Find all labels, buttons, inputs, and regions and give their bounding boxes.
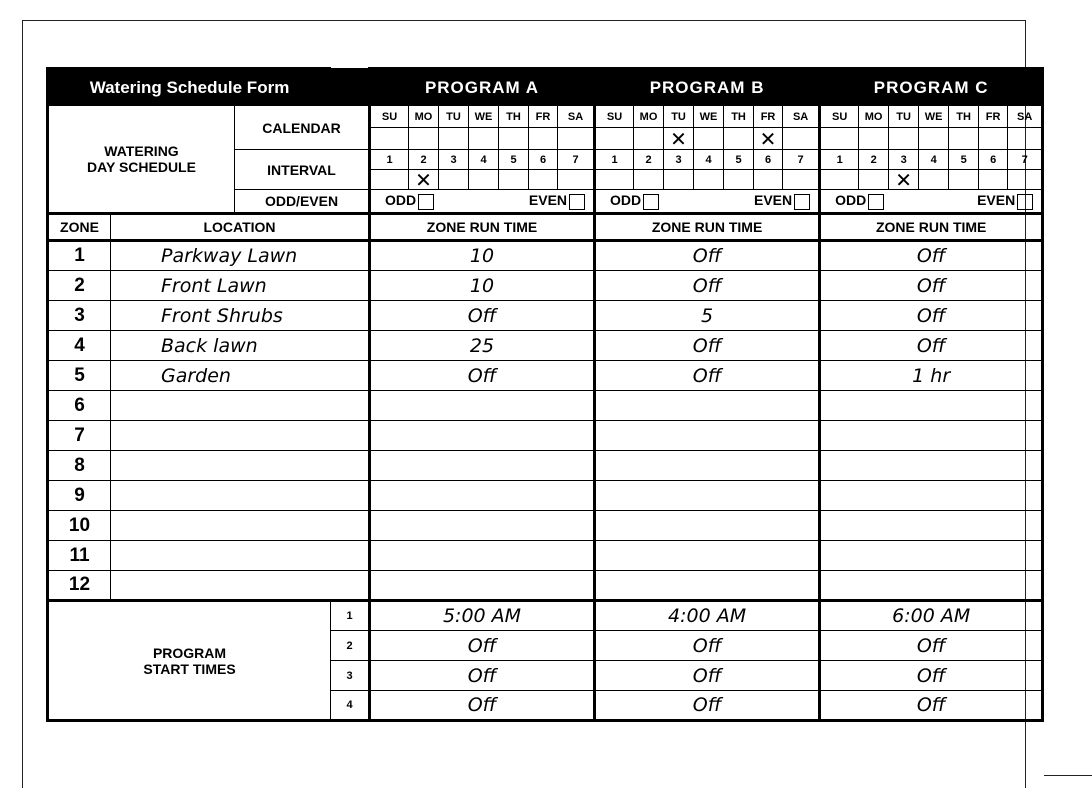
interval-check-b-2[interactable] (634, 170, 664, 190)
zone-run-time-a[interactable] (370, 571, 595, 601)
watering-schedule-table (46, 67, 1044, 722)
calendar-check-c-tu[interactable] (889, 128, 919, 150)
zone-location[interactable]: Garden (111, 361, 370, 391)
interval-num-c-2: 2 (859, 150, 889, 170)
zone-run-time-b[interactable]: Off (595, 271, 820, 301)
zone-number: 7 (48, 421, 111, 451)
interval-check-c-5[interactable] (949, 170, 979, 190)
zone-location[interactable] (111, 541, 370, 571)
calendar-check-b-su[interactable] (595, 128, 634, 150)
zone-run-time-a[interactable] (370, 481, 595, 511)
interval-num-c-4: 4 (919, 150, 949, 170)
interval-check-c-4[interactable] (919, 170, 949, 190)
calendar-day-c-fr: FR (979, 106, 1008, 128)
calendar-day-a-fr: FR (529, 106, 558, 128)
start-time-c[interactable]: Off (820, 631, 1043, 661)
calendar-check-b-fr[interactable]: ✕ (754, 128, 783, 150)
zone-number: 1 (48, 241, 111, 271)
calendar-day-a-th: TH (499, 106, 529, 128)
start-time-b[interactable]: 4:00 AM (595, 601, 820, 631)
calendar-check-b-th[interactable] (724, 128, 754, 150)
start-time-a[interactable]: Off (370, 691, 595, 721)
zone-run-time-a[interactable]: Off (370, 361, 595, 391)
zone-run-time-a[interactable]: Off (370, 301, 595, 331)
interval-check-c-2[interactable] (859, 170, 889, 190)
even-checkbox[interactable] (1017, 194, 1033, 210)
header-spacer (331, 69, 370, 106)
calendar-day-c-th: TH (949, 106, 979, 128)
calendar-check-c-we[interactable] (919, 128, 949, 150)
calendar-check-b-tu[interactable]: ✕ (664, 128, 694, 150)
calendar-day-b-fr: FR (754, 106, 783, 128)
even-label: EVEN (528, 192, 568, 209)
start-time-number: 2 (331, 631, 370, 661)
form-title: Watering Schedule Form (48, 69, 331, 106)
interval-num-b-3: 3 (664, 150, 694, 170)
interval-num-a-3: 3 (439, 150, 469, 170)
interval-num-c-1: 1 (820, 150, 859, 170)
interval-num-b-6: 6 (754, 150, 783, 170)
interval-num-a-1: 1 (370, 150, 409, 170)
zone-location[interactable] (111, 391, 370, 421)
interval-num-a-7: 7 (558, 150, 595, 170)
zone-number: 9 (48, 481, 111, 511)
start-time-c[interactable]: Off (820, 691, 1043, 721)
interval-check-a-4[interactable] (469, 170, 499, 190)
interval-num-a-2: 2 (409, 150, 439, 170)
calendar-day-a-we: WE (469, 106, 499, 128)
zone-number: 10 (48, 511, 111, 541)
interval-num-b-2: 2 (634, 150, 664, 170)
calendar-check-a-th[interactable] (499, 128, 529, 150)
zone-run-time-b[interactable]: Off (595, 331, 820, 361)
zone-run-time-b[interactable] (595, 541, 820, 571)
zone-location[interactable] (111, 451, 370, 481)
start-time-b[interactable]: Off (595, 691, 820, 721)
calendar-check-b-we[interactable] (694, 128, 724, 150)
table-row (48, 361, 1043, 391)
interval-check-b-1[interactable] (595, 170, 634, 190)
calendar-check-b-sa[interactable] (783, 128, 820, 150)
interval-label: INTERVAL (235, 150, 370, 190)
zone-number: 11 (48, 541, 111, 571)
zone-run-time-a[interactable]: 10 (370, 241, 595, 271)
interval-num-c-3: 3 (889, 150, 919, 170)
start-time-b[interactable]: Off (595, 661, 820, 691)
calendar-day-a-mo: MO (409, 106, 439, 128)
zone-run-time-a[interactable] (370, 541, 595, 571)
interval-check-b-3[interactable] (664, 170, 694, 190)
start-time-number: 3 (331, 661, 370, 691)
program-c-header: PROGRAM C (820, 69, 1043, 106)
run-time-header-c: ZONE RUN TIME (820, 214, 1043, 241)
calendar-check-c-fr[interactable] (979, 128, 1008, 150)
table-row (48, 481, 1043, 511)
interval-check-c-1[interactable] (820, 170, 859, 190)
interval-check-b-7[interactable] (783, 170, 820, 190)
start-time-c[interactable]: 6:00 AM (820, 601, 1043, 631)
calendar-day-b-th: TH (724, 106, 754, 128)
zone-run-time-c[interactable]: Off (820, 241, 1043, 271)
interval-check-a-3[interactable] (439, 170, 469, 190)
table-row (48, 301, 1043, 331)
interval-check-b-5[interactable] (724, 170, 754, 190)
zone-number: 12 (48, 571, 111, 601)
zone-run-time-a[interactable] (370, 391, 595, 421)
calendar-day-c-mo: MO (859, 106, 889, 128)
zone-location[interactable] (111, 421, 370, 451)
table-row (48, 331, 1043, 361)
zone-run-time-c[interactable] (820, 511, 1043, 541)
calendar-check-a-su[interactable] (370, 128, 409, 150)
zone-run-time-b[interactable] (595, 511, 820, 541)
zone-header: ZONE (48, 214, 111, 241)
interval-check-a-6[interactable] (529, 170, 558, 190)
zone-location[interactable] (111, 481, 370, 511)
interval-check-c-3[interactable]: ✕ (889, 170, 919, 190)
zone-run-time-b[interactable] (595, 421, 820, 451)
zone-run-time-c[interactable]: Off (820, 331, 1043, 361)
start-time-a[interactable]: Off (370, 661, 595, 691)
interval-num-b-5: 5 (724, 150, 754, 170)
calendar-day-a-sa: SA (558, 106, 595, 128)
zone-number: 8 (48, 451, 111, 481)
zone-location[interactable]: Parkway Lawn (111, 241, 370, 271)
table-row (48, 271, 1043, 301)
interval-check-c-6[interactable] (979, 170, 1008, 190)
zone-run-time-a[interactable] (370, 511, 595, 541)
zone-run-time-a[interactable] (370, 451, 595, 481)
zone-run-time-b[interactable]: Off (595, 241, 820, 271)
interval-num-b-1: 1 (595, 150, 634, 170)
start-time-number: 4 (331, 691, 370, 721)
zone-run-time-b[interactable]: Off (595, 361, 820, 391)
calendar-day-a-tu: TU (439, 106, 469, 128)
zone-run-time-b[interactable] (595, 571, 820, 601)
odd-even-c (820, 190, 1043, 214)
zone-run-time-b[interactable] (595, 481, 820, 511)
start-time-b[interactable]: Off (595, 631, 820, 661)
odd-checkbox[interactable] (418, 194, 434, 210)
interval-check-a-1[interactable] (370, 170, 409, 190)
zone-run-time-a[interactable]: 25 (370, 331, 595, 361)
calendar-day-b-su: SU (595, 106, 634, 128)
even-label: EVEN (754, 192, 793, 209)
interval-check-a-7[interactable] (558, 170, 595, 190)
table-row (48, 421, 1043, 451)
calendar-check-c-mo[interactable] (859, 128, 889, 150)
interval-check-a-5[interactable] (499, 170, 529, 190)
zone-number: 6 (48, 391, 111, 421)
calendar-check-a-fr[interactable] (529, 128, 558, 150)
program-a-header: PROGRAM A (370, 69, 595, 106)
table-row (48, 241, 1043, 271)
interval-num-c-6: 6 (979, 150, 1008, 170)
program-b-header: PROGRAM B (595, 69, 820, 106)
interval-check-b-6[interactable] (754, 170, 783, 190)
interval-num-b-7: 7 (783, 150, 820, 170)
odd-checkbox[interactable] (868, 194, 884, 210)
calendar-check-c-su[interactable] (820, 128, 859, 150)
start-time-a[interactable]: Off (370, 631, 595, 661)
zone-run-time-a[interactable] (370, 421, 595, 451)
zone-number: 5 (48, 361, 111, 391)
odd-even-a (370, 190, 595, 214)
zone-run-time-c[interactable] (820, 541, 1043, 571)
zone-number: 4 (48, 331, 111, 361)
edge-line (1044, 775, 1092, 776)
zone-location[interactable] (111, 571, 370, 601)
calendar-day-b-sa: SA (783, 106, 820, 128)
calendar-label: CALENDAR (235, 106, 370, 150)
zone-location[interactable] (111, 511, 370, 541)
calendar-day-c-su: SU (820, 106, 859, 128)
calendar-day-a-su: SU (370, 106, 409, 128)
table-row (48, 571, 1043, 601)
zone-run-time-b[interactable] (595, 391, 820, 421)
zone-run-time-c[interactable] (820, 481, 1043, 511)
interval-num-a-4: 4 (469, 150, 499, 170)
interval-num-a-5: 5 (499, 150, 529, 170)
odd-label: ODD (835, 192, 867, 209)
calendar-check-a-tu[interactable] (439, 128, 469, 150)
calendar-day-b-tu: TU (664, 106, 694, 128)
calendar-check-a-we[interactable] (469, 128, 499, 150)
interval-check-b-4[interactable] (694, 170, 724, 190)
calendar-check-c-th[interactable] (949, 128, 979, 150)
zone-location[interactable]: Back lawn (111, 331, 370, 361)
watering-day-schedule-label: WATERING DAY SCHEDULE (48, 106, 235, 214)
interval-check-c-7[interactable] (1008, 170, 1043, 190)
odd-checkbox[interactable] (643, 194, 659, 210)
calendar-check-c-sa[interactable] (1008, 128, 1043, 150)
zone-location[interactable]: Front Shrubs (111, 301, 370, 331)
calendar-day-b-we: WE (694, 106, 724, 128)
zone-run-time-b[interactable]: 5 (595, 301, 820, 331)
even-checkbox[interactable] (794, 194, 810, 210)
calendar-day-c-tu: TU (889, 106, 919, 128)
zone-number: 3 (48, 301, 111, 331)
zone-run-time-c[interactable]: Off (820, 301, 1043, 331)
calendar-day-b-mo: MO (634, 106, 664, 128)
calendar-check-a-sa[interactable] (558, 128, 595, 150)
zone-run-time-c[interactable] (820, 421, 1043, 451)
interval-num-c-5: 5 (949, 150, 979, 170)
calendar-check-a-mo[interactable] (409, 128, 439, 150)
table-row (48, 541, 1043, 571)
start-time-a[interactable]: 5:00 AM (370, 601, 595, 631)
start-time-c[interactable]: Off (820, 661, 1043, 691)
odd-even-b (595, 190, 820, 214)
zone-run-time-c[interactable]: Off (820, 271, 1043, 301)
zone-run-time-b[interactable] (595, 451, 820, 481)
calendar-check-b-mo[interactable] (634, 128, 664, 150)
odd-label: ODD (385, 192, 417, 209)
zone-run-time-c[interactable] (820, 391, 1043, 421)
program-start-times-label: PROGRAM START TIMES (48, 601, 331, 721)
even-checkbox[interactable] (569, 194, 585, 210)
start-time-number: 1 (331, 601, 370, 631)
table-row (48, 391, 1043, 421)
zone-run-time-c[interactable]: 1 hr (820, 361, 1043, 391)
location-header: LOCATION (111, 214, 370, 241)
calendar-day-c-sa: SA (1008, 106, 1043, 128)
table-row (48, 511, 1043, 541)
odd-label: ODD (610, 192, 642, 209)
interval-num-a-6: 6 (529, 150, 558, 170)
interval-num-c-7: 7 (1008, 150, 1043, 170)
calendar-day-c-we: WE (919, 106, 949, 128)
zone-run-time-c[interactable] (820, 451, 1043, 481)
interval-check-a-2[interactable]: ✕ (409, 170, 439, 190)
interval-num-b-4: 4 (694, 150, 724, 170)
zone-run-time-a[interactable]: 10 (370, 271, 595, 301)
zone-location[interactable]: Front Lawn (111, 271, 370, 301)
run-time-header-b: ZONE RUN TIME (595, 214, 820, 241)
run-time-header-a: ZONE RUN TIME (370, 214, 595, 241)
even-label: EVEN (977, 192, 1016, 209)
zone-run-time-c[interactable] (820, 571, 1043, 601)
zone-number: 2 (48, 271, 111, 301)
odd-even-label: ODD/EVEN (235, 190, 370, 214)
table-row (48, 451, 1043, 481)
